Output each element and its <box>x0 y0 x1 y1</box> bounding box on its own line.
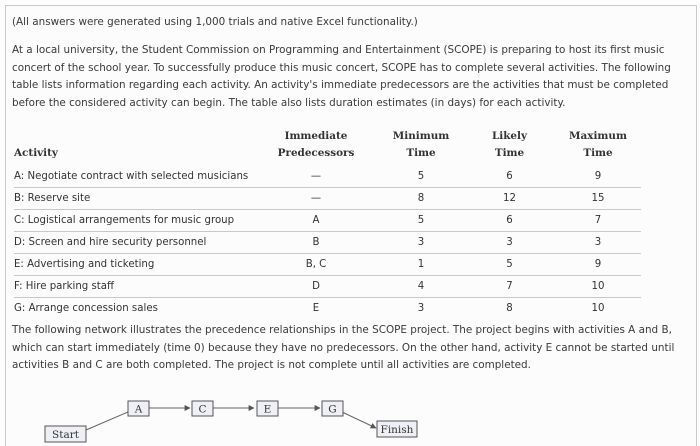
cell-maximum-time: 10 <box>555 276 641 298</box>
svg-text:A: A <box>134 403 143 416</box>
cell-predecessors: B <box>254 232 378 254</box>
cell-likely-time: 5 <box>464 254 555 276</box>
cell-activity: D: Screen and hire security personnel <box>14 232 254 254</box>
cell-activity: A: Negotiate contract with selected musicians <box>14 166 254 188</box>
header-likely-time: Likely Time <box>491 130 528 159</box>
cell-minimum-time: 4 <box>378 276 464 298</box>
cell-predecessors: E <box>312 303 320 314</box>
cell-predecessors: — <box>254 188 378 210</box>
problem-intro: At a local university, the Student Commission on Programming and Entertainment (SCOPE) is preparing to host its first music concert of the school year. To successfully produce this music concert, SCOPE has to complete several activities. The following table lists information regarding each activity. An activity's immediate predecessors are the activities that must be completed before the considered activity can begin. The table also lists duration estimates (in days) for each activity. <box>12 44 671 109</box>
cell-likely-time: 6 <box>464 210 555 232</box>
cell-activity: G: Arrange concession sales <box>14 303 158 314</box>
node-a <box>128 401 149 416</box>
cell-maximum-time: 15 <box>555 188 641 210</box>
svg-text:C: C <box>198 403 207 416</box>
svg-text:G: G <box>328 403 337 416</box>
edge-start-a <box>86 412 128 430</box>
svg-text:Start: Start <box>52 429 79 441</box>
svg-text:Finish: Finish <box>380 424 414 436</box>
cell-maximum-time: 9 <box>555 166 641 188</box>
cell-maximum-time: 7 <box>555 210 641 232</box>
cell-predecessors: D <box>254 276 378 298</box>
cell-likely-time: 3 <box>464 232 555 254</box>
cell-activity: E: Advertising and ticketing <box>14 254 254 276</box>
header-activity: Activity <box>14 147 58 159</box>
cell-predecessors: A <box>254 210 378 232</box>
cell-minimum-time: 8 <box>378 188 464 210</box>
node-e <box>257 401 278 416</box>
cell-predecessors: B, C <box>254 254 378 276</box>
cell-likely-time: 7 <box>464 276 555 298</box>
node-c <box>192 401 213 416</box>
svg-text:E: E <box>263 403 272 416</box>
cell-likely-time: 8 <box>506 303 513 314</box>
cell-minimum-time: 5 <box>378 166 464 188</box>
cell-minimum-time: 1 <box>378 254 464 276</box>
cell-minimum-time: 3 <box>378 232 464 254</box>
cell-likely-time: 6 <box>464 166 555 188</box>
cell-minimum-time: 3 <box>417 303 425 314</box>
cell-activity: C: Logistical arrangements for music group <box>14 210 254 232</box>
cell-maximum-time: 3 <box>555 232 641 254</box>
cell-activity: B: Reserve site <box>14 188 254 210</box>
cell-maximum-time: 9 <box>555 254 641 276</box>
edge-g-finish <box>342 412 376 428</box>
network-description: The following network illustrates the precedence relationships in the SCOPE project. The project begins with activities A and B, which can start immediately (time 0) because they have no predecessors. On the other hand, activity E cannot be started until activities B and C are both completed. The project is not complete until all activities are completed. <box>12 324 675 372</box>
trials-note: (All answers were generated using 1,000 trials and native Excel functionality.) <box>12 16 418 28</box>
header-maximum-time: Maximum Time <box>569 130 627 159</box>
cell-predecessors: — <box>254 166 378 188</box>
cell-likely-time: 12 <box>464 188 555 210</box>
header-predecessors: Immediate Predecessors <box>277 130 355 159</box>
node-start <box>45 426 86 442</box>
node-g <box>322 401 343 416</box>
node-finish <box>377 421 417 437</box>
cell-minimum-time: 5 <box>378 210 464 232</box>
cell-maximum-time: 10 <box>591 303 605 314</box>
header-minimum-time: Minimum Time <box>392 130 450 159</box>
cell-activity: F: Hire parking staff <box>14 276 254 298</box>
